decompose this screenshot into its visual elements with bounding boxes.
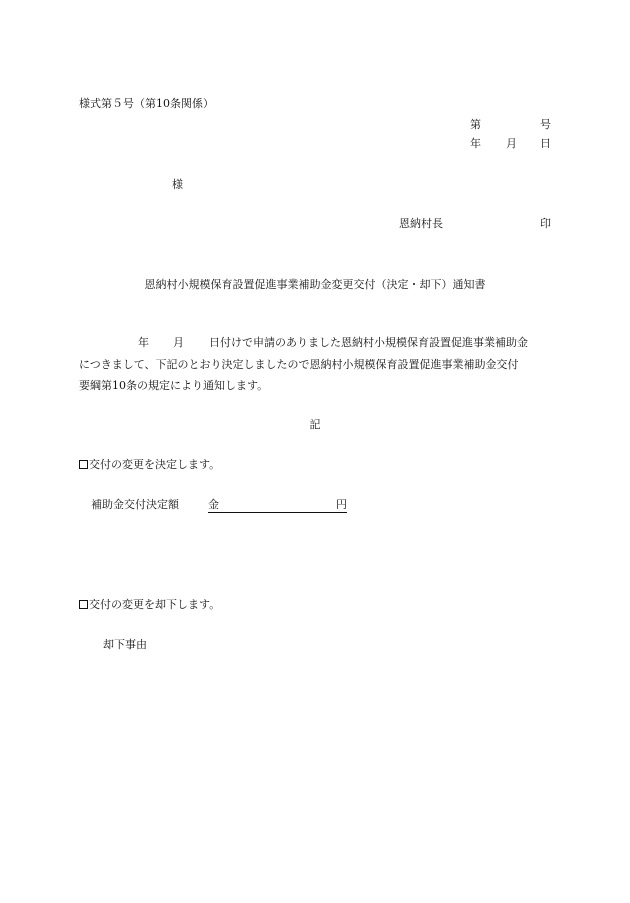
body-year: 年 xyxy=(138,336,149,349)
approve-option xyxy=(79,458,220,472)
amount-suffix: 円 xyxy=(336,498,347,511)
document-title: 恩納村小規模保育設置促進事業補助金変更交付（決定・却下）通知書 xyxy=(144,278,486,291)
amount-prefix: 金 xyxy=(208,498,219,511)
date-day: 日 xyxy=(540,137,551,150)
body-line-3: 要綱第10条の規定により通知します。 xyxy=(79,379,269,392)
amount-field[interactable] xyxy=(208,498,347,513)
body-text-1: 日付けで申請のありました恩納村小規模保育設置促進事業補助金 xyxy=(209,336,528,349)
approve-checkbox[interactable] xyxy=(79,460,88,469)
body-line-2: につきまして、下記のとおり決定しましたので恩納村小規模保育設置促進事業補助金交付 xyxy=(79,358,519,371)
amount-label: 補助金交付決定額 xyxy=(91,498,179,511)
issuer-name: 恩納村長 xyxy=(399,217,443,230)
reject-option xyxy=(79,598,220,612)
issuer-seal: 印 xyxy=(540,217,551,230)
doc-number-suffix: 号 xyxy=(540,118,551,131)
ki-heading: 記 xyxy=(309,418,321,431)
reject-checkbox[interactable] xyxy=(79,600,88,609)
doc-number-prefix: 第 xyxy=(470,118,481,131)
form-number: 様式第５号（第10条関係） xyxy=(79,97,214,110)
reject-reason-label: 却下事由 xyxy=(103,638,147,651)
body-month: 月 xyxy=(173,336,184,349)
date-month: 月 xyxy=(506,137,517,150)
date-year: 年 xyxy=(470,137,481,150)
addressee-suffix: 様 xyxy=(172,178,183,191)
reject-label: 交付の変更を却下します。 xyxy=(89,598,221,611)
approve-label: 交付の変更を決定します。 xyxy=(89,458,221,471)
